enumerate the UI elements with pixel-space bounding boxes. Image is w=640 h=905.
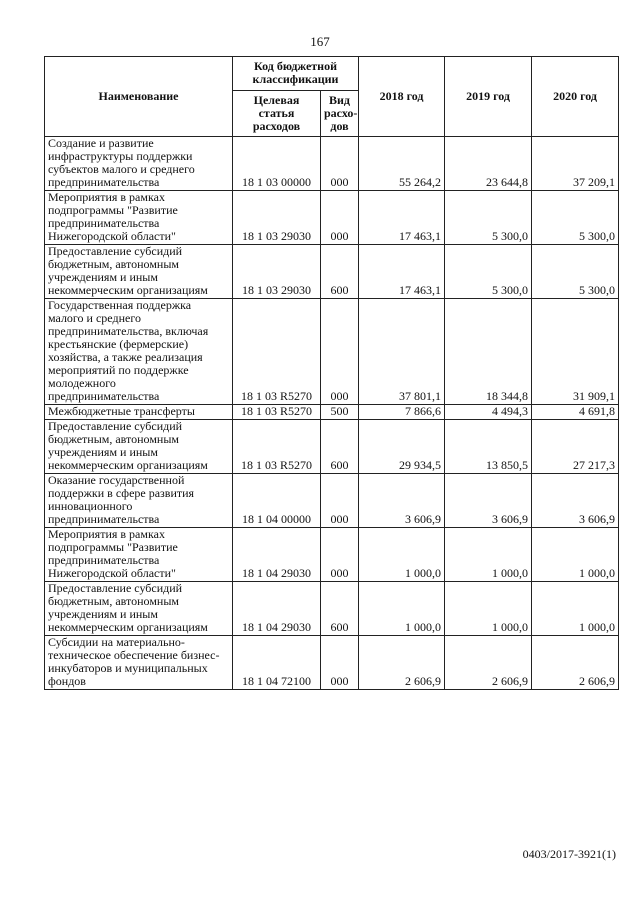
row-value-2018: 1 000,0 bbox=[359, 582, 445, 636]
row-expense-kind: 500 bbox=[321, 405, 359, 420]
row-value-2018: 1 000,0 bbox=[359, 528, 445, 582]
row-target-article: 18 1 03 00000 bbox=[233, 137, 321, 191]
table-row bbox=[45, 420, 619, 474]
header-2020: 2020 год bbox=[532, 57, 619, 137]
row-target-article: 18 1 03 29030 bbox=[233, 191, 321, 245]
row-target-article: 18 1 04 72100 bbox=[233, 636, 321, 690]
header-2018: 2018 год bbox=[359, 57, 445, 137]
table-row bbox=[45, 405, 619, 420]
row-target-article: 18 1 04 29030 bbox=[233, 528, 321, 582]
row-value-2018: 2 606,9 bbox=[359, 636, 445, 690]
row-value-2019: 5 300,0 bbox=[445, 191, 532, 245]
row-target-article: 18 1 03 R5270 bbox=[233, 420, 321, 474]
row-target-article: 18 1 04 29030 bbox=[233, 582, 321, 636]
row-value-2019: 3 606,9 bbox=[445, 474, 532, 528]
row-value-2018: 29 934,5 bbox=[359, 420, 445, 474]
row-target-article: 18 1 03 R5270 bbox=[233, 405, 321, 420]
row-expense-kind: 000 bbox=[321, 474, 359, 528]
row-value-2020: 37 209,1 bbox=[532, 137, 619, 191]
row-name: Межбюджетные трансферты bbox=[45, 405, 233, 420]
row-value-2018: 3 606,9 bbox=[359, 474, 445, 528]
row-expense-kind: 600 bbox=[321, 582, 359, 636]
row-value-2020: 4 691,8 bbox=[532, 405, 619, 420]
row-name: Предоставление субсидий бюджетным, автономным учреждениям и иным некоммерческим организациям bbox=[45, 582, 233, 636]
page-number: 167 bbox=[310, 34, 330, 49]
row-value-2019: 23 644,8 bbox=[445, 137, 532, 191]
row-target-article: 18 1 03 R5270 bbox=[233, 299, 321, 405]
row-value-2020: 5 300,0 bbox=[532, 191, 619, 245]
row-expense-kind: 000 bbox=[321, 191, 359, 245]
row-name: Мероприятия в рамках подпрограммы "Развитие предпринимательства Нижегородской области" bbox=[45, 191, 233, 245]
row-value-2019: 4 494,3 bbox=[445, 405, 532, 420]
row-value-2019: 2 606,9 bbox=[445, 636, 532, 690]
table-row bbox=[45, 636, 619, 690]
table-row bbox=[45, 528, 619, 582]
table-row bbox=[45, 191, 619, 245]
table-row bbox=[45, 137, 619, 191]
row-value-2020: 1 000,0 bbox=[532, 582, 619, 636]
table-row bbox=[45, 299, 619, 405]
table-row bbox=[45, 582, 619, 636]
row-expense-kind: 600 bbox=[321, 245, 359, 299]
header-expense-kind: Вид расхо- дов bbox=[321, 91, 359, 137]
row-value-2019: 13 850,5 bbox=[445, 420, 532, 474]
row-value-2019: 1 000,0 bbox=[445, 582, 532, 636]
row-value-2018: 17 463,1 bbox=[359, 191, 445, 245]
header-target-article: Целевая статья расходов bbox=[233, 91, 321, 137]
document-code: 0403/2017-3921(1) bbox=[522, 847, 616, 861]
row-expense-kind: 600 bbox=[321, 420, 359, 474]
row-value-2019: 1 000,0 bbox=[445, 528, 532, 582]
row-value-2020: 1 000,0 bbox=[532, 528, 619, 582]
row-name: Предоставление субсидий бюджетным, автономным учреждениям и иным некоммерческим организациям bbox=[45, 245, 233, 299]
row-name: Создание и развитие инфраструктуры поддержки субъектов малого и среднего предпринимательства bbox=[45, 137, 233, 191]
row-expense-kind: 000 bbox=[321, 528, 359, 582]
row-target-article: 18 1 03 29030 bbox=[233, 245, 321, 299]
header-code-group: Код бюджетной классификации bbox=[233, 57, 359, 91]
row-value-2018: 37 801,1 bbox=[359, 299, 445, 405]
table-row bbox=[45, 245, 619, 299]
budget-table bbox=[44, 56, 619, 690]
row-name: Оказание государственной поддержки в сфере развития инновационного предпринимательства bbox=[45, 474, 233, 528]
row-value-2020: 5 300,0 bbox=[532, 245, 619, 299]
row-value-2020: 3 606,9 bbox=[532, 474, 619, 528]
row-value-2020: 27 217,3 bbox=[532, 420, 619, 474]
row-value-2020: 2 606,9 bbox=[532, 636, 619, 690]
row-value-2018: 7 866,6 bbox=[359, 405, 445, 420]
row-value-2019: 18 344,8 bbox=[445, 299, 532, 405]
table-row bbox=[45, 474, 619, 528]
header-2019: 2019 год bbox=[445, 57, 532, 137]
row-value-2018: 55 264,2 bbox=[359, 137, 445, 191]
row-expense-kind: 000 bbox=[321, 299, 359, 405]
row-value-2020: 31 909,1 bbox=[532, 299, 619, 405]
row-name: Субсидии на материально-техническое обеспечение бизнес-инкубаторов и муниципальных фондов bbox=[45, 636, 233, 690]
row-value-2019: 5 300,0 bbox=[445, 245, 532, 299]
row-name: Предоставление субсидий бюджетным, автономным учреждениям и иным некоммерческим организациям bbox=[45, 420, 233, 474]
row-name: Государственная поддержка малого и среднего предпринимательства, включая крестьянские (фермерские) хозяйства, а также реализация мероприятий по поддержке молодежного предпринимательства bbox=[45, 299, 233, 405]
row-expense-kind: 000 bbox=[321, 636, 359, 690]
row-expense-kind: 000 bbox=[321, 137, 359, 191]
row-name: Мероприятия в рамках подпрограммы "Развитие предпринимательства Нижегородской области" bbox=[45, 528, 233, 582]
row-target-article: 18 1 04 00000 bbox=[233, 474, 321, 528]
header-name: Наименование bbox=[45, 57, 233, 137]
row-value-2018: 17 463,1 bbox=[359, 245, 445, 299]
